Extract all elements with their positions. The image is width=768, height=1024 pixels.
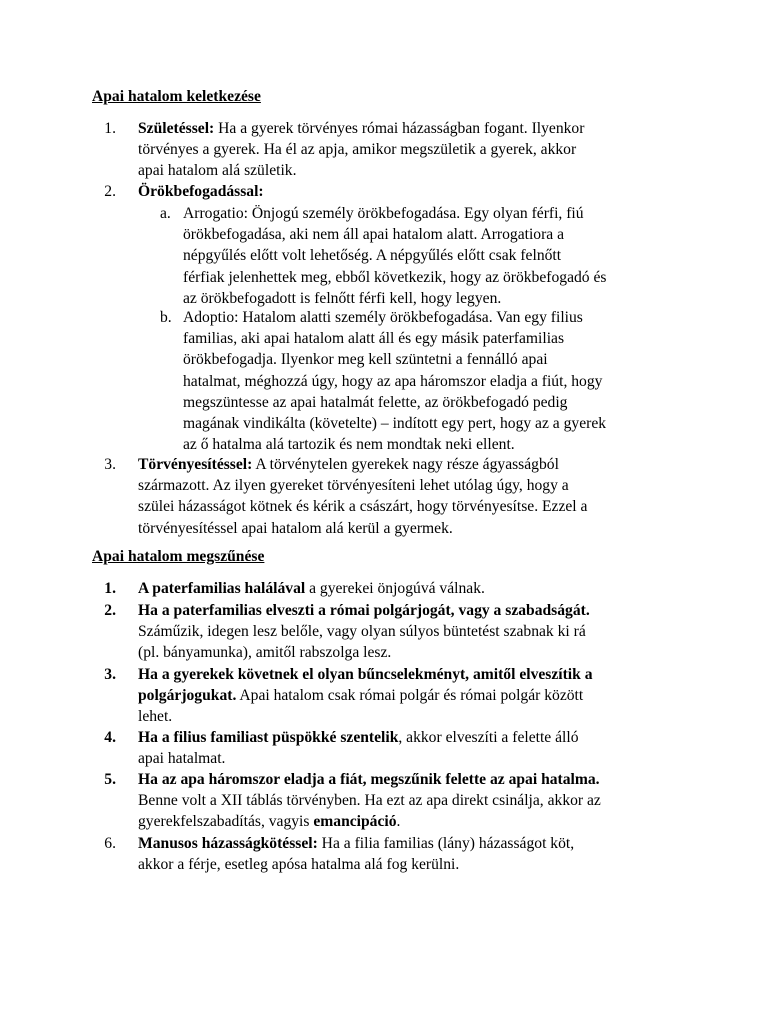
item-text: A törvénytelen gyerekek nagy része ágyasságból bbox=[252, 456, 559, 473]
item-term: Ha az apa háromszor eladja a fiát, megszűnik felette az apai hatalma. bbox=[138, 771, 600, 788]
list-number: 3. bbox=[104, 456, 116, 473]
item-text: örökbefogadása, aki nem áll apai hatalom alatt. Arrogatiora a bbox=[183, 226, 565, 244]
item-text: hatalmat, méghozzá úgy, hogy az apa háromszor eladja a fiút, hogy bbox=[183, 372, 603, 390]
item-term: Ha a gyerekek követnek el olyan bűncselekményt, amitől elveszítik a bbox=[138, 666, 593, 683]
item-text: gyerekfelszabadítás, vagyis bbox=[138, 813, 314, 831]
list-number: 1. bbox=[104, 120, 116, 137]
list-number: 2. bbox=[104, 183, 116, 200]
item-text: törvényes a gyerek. Ha él az apja, amikor megszületik a gyerek, akkor bbox=[138, 141, 577, 159]
item-text: (pl. bányamunka), amitől rabszolga lesz. bbox=[138, 644, 392, 662]
item-text: familias, aki apai hatalom alatt áll és egy másik paterfamilias bbox=[183, 330, 565, 348]
item-text: Benne volt a XII táblás törvényben. Ha ezt az apa direkt csinálja, akkor az bbox=[138, 792, 601, 810]
item-text: Száműzik, idegen lesz belőle, vagy olyan súlyos büntetést szabnak ki rá bbox=[138, 623, 586, 641]
item-text: apai hatalom alá születik. bbox=[138, 162, 297, 180]
item-text: , akkor elveszíti a felette álló bbox=[398, 729, 579, 746]
item-text: törvényesítéssel apai hatalom alá kerül a gyermek. bbox=[138, 519, 453, 537]
item-term: Manusos házasságkötéssel: bbox=[138, 835, 318, 852]
list-number: 5. bbox=[104, 771, 116, 788]
item-text: férfiak jelenhettek meg, ebből következik, hogy az örökbefogadó és bbox=[183, 268, 607, 286]
sub-list-letter: a. bbox=[160, 205, 171, 222]
item-text: Arrogatio: Önjogú személy örökbefogadása. Egy olyan férfi, fiú bbox=[183, 205, 584, 222]
item-text: Ha a filia familias (lány) házasságot köt, bbox=[317, 835, 575, 852]
item-term: Születéssel: bbox=[138, 120, 215, 137]
list-number: 3. bbox=[104, 666, 116, 683]
item-text: Apai hatalom csak római polgár és római polgár között bbox=[236, 687, 584, 705]
item-term: Örökbefogadással: bbox=[138, 183, 264, 200]
list-number: 6. bbox=[104, 835, 116, 852]
section-heading-termination: Apai hatalom megszűnése bbox=[92, 548, 265, 565]
section-heading-origin: Apai hatalom keletkezése bbox=[92, 88, 261, 105]
item-text: népgyűlés előtt volt lehetőség. A népgyűlés előtt csak felnőtt bbox=[183, 247, 562, 265]
item-text: magának vindikálta (követelte) – indított egy pert, hogy az a gyerek bbox=[183, 415, 607, 433]
item-text: . bbox=[396, 813, 401, 831]
item-text: örökbefogadja. Ilyenkor meg kell szüntetni a fennálló apai bbox=[183, 351, 548, 369]
item-term: Törvényesítéssel: bbox=[138, 456, 253, 473]
item-term: emancipáció bbox=[313, 813, 397, 831]
item-text: megszüntesse az apai hatalmát felette, az örökbefogadó pedig bbox=[183, 393, 568, 411]
item-text: szülei házasságot kötnek és kérik a császárt, hogy törvényesítse. Ezzel a bbox=[138, 498, 588, 516]
item-text: származott. Az ilyen gyereket törvényesíteni lehet utólag úgy, hogy a bbox=[138, 477, 569, 495]
item-term: Ha a paterfamilias elveszti a római polgárjogát, vagy a szabadságát. bbox=[138, 602, 590, 619]
item-term: A paterfamilias halálával bbox=[138, 580, 306, 597]
item-text: apai hatalmat. bbox=[138, 750, 226, 768]
item-text: Ha a gyerek törvényes római házasságban fogant. Ilyenkor bbox=[214, 120, 585, 137]
item-text: az örökbefogadott is felnőtt férfi kell, hogy legyen. bbox=[183, 289, 502, 307]
list-number: 1. bbox=[104, 580, 116, 597]
list-number: 4. bbox=[104, 729, 116, 746]
item-text: a gyerekei önjogúvá válnak. bbox=[305, 580, 485, 597]
item-text: lehet. bbox=[138, 708, 173, 726]
sub-list-letter: b. bbox=[160, 309, 172, 326]
item-text: Adoptio: Hatalom alatti személy örökbefogadása. Van egy filius bbox=[183, 309, 583, 326]
item-term: Ha a filius familiast püspökké szentelik bbox=[138, 729, 399, 746]
item-text: az ő hatalma alá tartozik és nem mondtak neki ellent. bbox=[183, 436, 515, 454]
list-number: 2. bbox=[104, 602, 116, 619]
item-term: polgárjogukat. bbox=[138, 687, 237, 705]
item-text: akkor a férje, esetleg apósa hatalma alá fog kerülni. bbox=[138, 856, 460, 874]
